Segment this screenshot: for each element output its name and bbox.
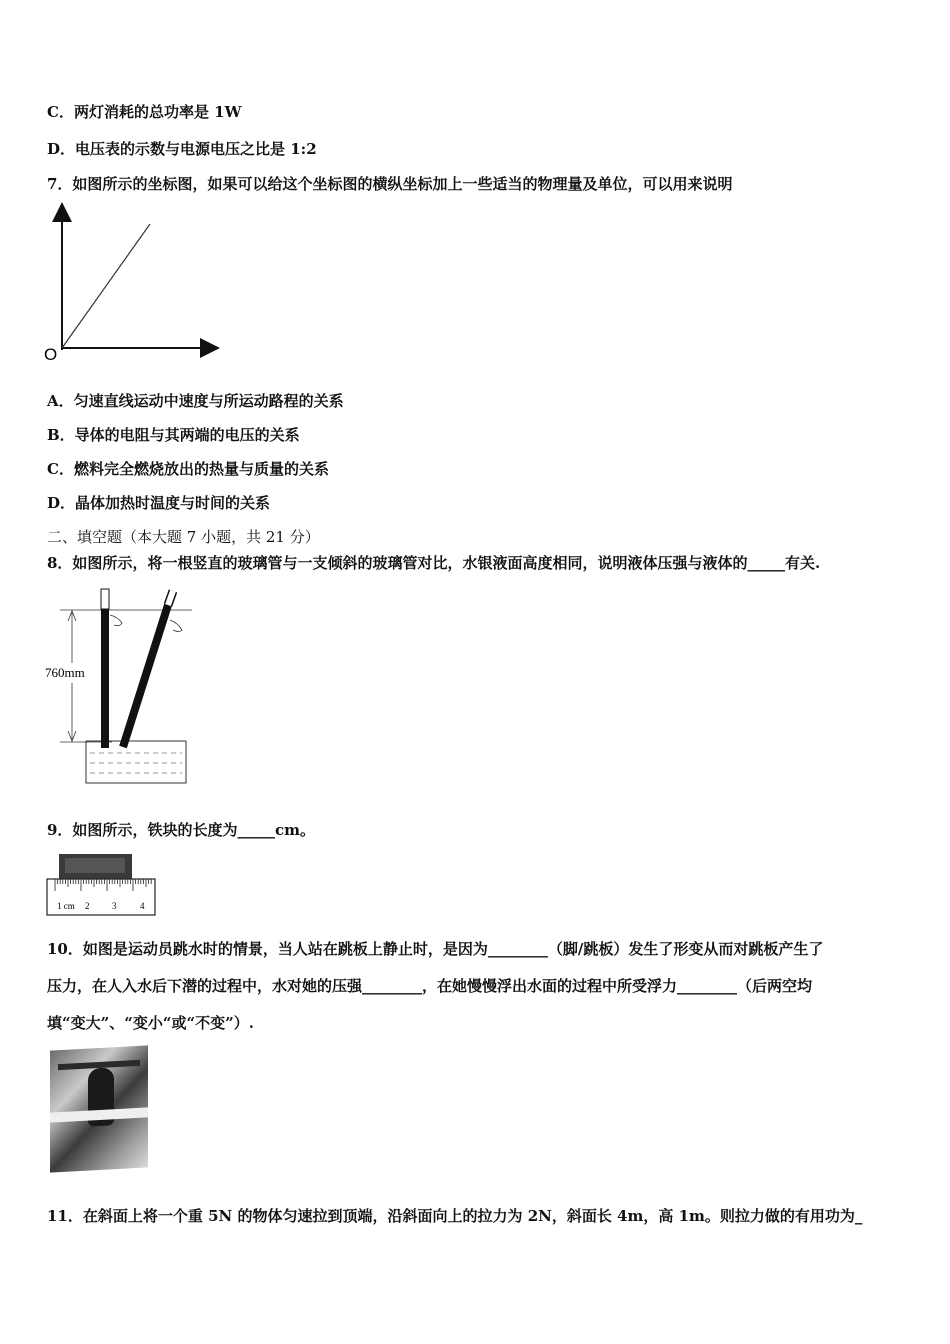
q7-option-d: D．晶体加热时温度与时间的关系 <box>47 494 271 512</box>
q7-stem: 7．如图所示的坐标图，如果可以给这个坐标图的横纵坐标加上一些适当的物理量及单位，可以用来说明 <box>47 175 733 193</box>
q10-diver-photo <box>50 1045 148 1172</box>
q9-ruler-figure <box>45 852 160 920</box>
ruler-label-1cm: 1 cm <box>57 901 75 911</box>
origin-label: O <box>44 345 58 364</box>
q7-option-b: B．导体的电阻与其两端的电压的关系 <box>47 426 300 444</box>
ruler-label-2: 2 <box>85 901 90 911</box>
q7-option-c: C．燃料完全燃烧放出的热量与质量的关系 <box>47 460 329 478</box>
q6-option-c: C．两灯消耗的总功率是 1W <box>47 103 242 121</box>
q7-coordinate-graph <box>40 200 220 365</box>
proportional-line <box>62 224 150 348</box>
q6-option-d: D．电压表的示数与电源电压之比是 1:2 <box>47 140 317 158</box>
q8-torricelli-figure <box>42 585 192 790</box>
q10-line-3: 填“变大”、“变小“或“不变”）. <box>47 1014 254 1032</box>
section-2-title: 二、填空题（本大题 7 小题，共 21 分） <box>47 528 320 546</box>
q7-option-a: A．匀速直线运动中速度与所运动路程的关系 <box>47 392 344 410</box>
ruler-label-4: 4 <box>140 901 145 911</box>
ruler-label-3: 3 <box>112 901 117 911</box>
q8-stem: 8．如图所示，将一根竖直的玻璃管与一支倾斜的玻璃管对比，水银液面高度相同，说明液体压强与液体的_____有关. <box>47 554 821 572</box>
q9-stem: 9．如图所示，铁块的长度为_____cm。 <box>47 821 315 839</box>
q10-line-1: 10．如图是运动员跳水时的情景，当人站在跳板上静止时，是因为________（脚/跳板）发生了形变从而对跳板产生了 <box>47 940 824 958</box>
q10-line-2: 压力，在人入水后下潜的过程中，水对她的压强________，在她慢慢浮出水面的过程中所受浮力________（后两空均 <box>47 977 813 995</box>
height-label: 760mm <box>45 665 85 680</box>
q11-stem: 11．在斜面上将一个重 5N 的物体匀速拉到顶端，沿斜面向上的拉力为 2N，斜面长 4m，高 1m。则拉力做的有用功为_ <box>47 1207 863 1225</box>
tilted-tube <box>123 605 168 747</box>
vertical-tube <box>101 593 109 748</box>
